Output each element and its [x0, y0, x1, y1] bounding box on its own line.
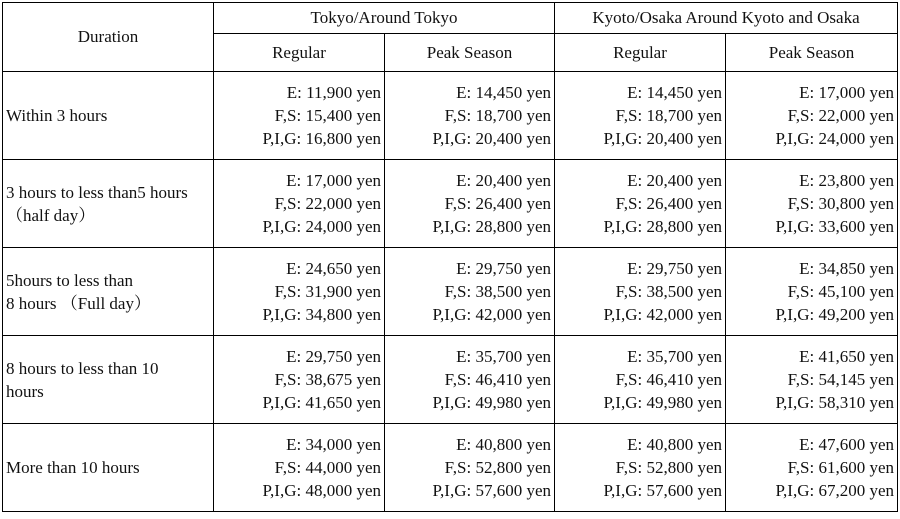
- price-pig: P,I,G: 24,000 yen: [262, 217, 381, 236]
- price-fs: F,S: 26,400 yen: [615, 194, 722, 213]
- price-fs: F,S: 52,800 yen: [615, 458, 722, 477]
- price-fs: F,S: 46,410 yen: [444, 370, 551, 389]
- duration-cell: [3, 72, 214, 160]
- price-fs: F,S: 61,600 yen: [787, 458, 894, 477]
- price-e: E: 29,750 yen: [286, 347, 381, 366]
- price-e: E: 29,750 yen: [627, 259, 722, 278]
- price-pig: P,I,G: 42,000 yen: [603, 305, 722, 324]
- price-e: E: 24,650 yen: [286, 259, 381, 278]
- price-fs: F,S: 15,400 yen: [274, 106, 381, 125]
- price-cell: [214, 160, 385, 248]
- price-fs: F,S: 46,410 yen: [615, 370, 722, 389]
- price-fs: F,S: 54,145 yen: [787, 370, 894, 389]
- price-cell: [726, 248, 898, 336]
- kyoto-regular-header: Regular: [555, 34, 726, 72]
- price-fs: F,S: 30,800 yen: [787, 194, 894, 213]
- duration-line: More than 10 hours: [6, 458, 140, 477]
- price-cell: [555, 248, 726, 336]
- duration-line: 5hours to less than: [6, 270, 134, 290]
- price-fs: F,S: 22,000 yen: [787, 106, 894, 125]
- price-e: E: 47,600 yen: [799, 435, 894, 454]
- duration-line: 3 hours to less than5 hours: [6, 182, 188, 202]
- kyoto-osaka-group-header: Kyoto/Osaka Around Kyoto and Osaka: [555, 3, 898, 34]
- price-cell: [555, 336, 726, 424]
- duration-line: Within 3 hours: [6, 106, 108, 125]
- duration-line: （half day）: [6, 205, 96, 225]
- price-e: E: 40,800 yen: [627, 435, 722, 454]
- price-cell: [555, 424, 726, 512]
- price-e: E: 11,900 yen: [286, 83, 381, 102]
- price-fs: F,S: 38,500 yen: [444, 282, 551, 301]
- price-pig: P,I,G: 48,000 yen: [262, 481, 381, 500]
- price-e: E: 34,000 yen: [286, 435, 381, 454]
- table-row: [3, 248, 898, 336]
- table-row: [3, 72, 898, 160]
- tokyo-peak-header: Peak Season: [385, 34, 555, 72]
- price-e: E: 34,850 yen: [799, 259, 894, 278]
- price-e: E: 40,800 yen: [456, 435, 551, 454]
- price-pig: P,I,G: 57,600 yen: [603, 481, 722, 500]
- price-cell: [385, 248, 555, 336]
- price-cell: [555, 160, 726, 248]
- price-cell: [385, 424, 555, 512]
- price-cell: [385, 336, 555, 424]
- price-e: E: 23,800 yen: [799, 171, 894, 190]
- price-fs: F,S: 26,400 yen: [444, 194, 551, 213]
- price-pig: P,I,G: 24,000 yen: [775, 129, 894, 148]
- price-cell: [555, 72, 726, 160]
- price-pig: P,I,G: 49,980 yen: [603, 393, 722, 412]
- price-pig: P,I,G: 20,400 yen: [432, 129, 551, 148]
- duration-header: Duration: [3, 3, 214, 72]
- price-cell: [214, 424, 385, 512]
- kyoto-peak-header: Peak Season: [726, 34, 898, 72]
- price-pig: P,I,G: 49,980 yen: [432, 393, 551, 412]
- price-fs: F,S: 31,900 yen: [274, 282, 381, 301]
- price-pig: P,I,G: 20,400 yen: [603, 129, 722, 148]
- price-e: E: 14,450 yen: [627, 83, 722, 102]
- group-header-row: [3, 3, 898, 34]
- duration-cell: [3, 248, 214, 336]
- duration-line: hours: [6, 381, 44, 401]
- price-e: E: 35,700 yen: [627, 347, 722, 366]
- price-e: E: 29,750 yen: [456, 259, 551, 278]
- price-fs: F,S: 18,700 yen: [444, 106, 551, 125]
- price-pig: P,I,G: 42,000 yen: [432, 305, 551, 324]
- price-e: E: 14,450 yen: [456, 83, 551, 102]
- duration-cell: [3, 336, 214, 424]
- tokyo-regular-header: Regular: [214, 34, 385, 72]
- price-fs: F,S: 38,500 yen: [615, 282, 722, 301]
- price-pig: P,I,G: 57,600 yen: [432, 481, 551, 500]
- price-fs: F,S: 38,675 yen: [274, 370, 381, 389]
- duration-line: 8 hours （Full day）: [6, 293, 151, 313]
- price-pig: P,I,G: 67,200 yen: [775, 481, 894, 500]
- price-pig: P,I,G: 49,200 yen: [775, 305, 894, 324]
- price-pig: P,I,G: 28,800 yen: [603, 217, 722, 236]
- price-e: E: 20,400 yen: [456, 171, 551, 190]
- price-pig: P,I,G: 41,650 yen: [262, 393, 381, 412]
- price-e: E: 20,400 yen: [627, 171, 722, 190]
- price-cell: [214, 72, 385, 160]
- price-pig: P,I,G: 33,600 yen: [775, 217, 894, 236]
- price-fs: F,S: 52,800 yen: [444, 458, 551, 477]
- price-fs: F,S: 45,100 yen: [787, 282, 894, 301]
- price-e: E: 17,000 yen: [286, 171, 381, 190]
- duration-line: 8 hours to less than 10: [6, 358, 159, 378]
- price-cell: [214, 248, 385, 336]
- duration-cell: [3, 160, 214, 248]
- table-row: [3, 160, 898, 248]
- price-pig: P,I,G: 58,310 yen: [775, 393, 894, 412]
- price-cell: [726, 424, 898, 512]
- price-cell: [214, 336, 385, 424]
- price-e: E: 41,650 yen: [799, 347, 894, 366]
- price-e: E: 35,700 yen: [456, 347, 551, 366]
- price-pig: P,I,G: 28,800 yen: [432, 217, 551, 236]
- price-cell: [726, 72, 898, 160]
- price-cell: [726, 336, 898, 424]
- price-e: E: 17,000 yen: [799, 83, 894, 102]
- price-pig: P,I,G: 34,800 yen: [262, 305, 381, 324]
- price-fs: F,S: 22,000 yen: [274, 194, 381, 213]
- price-cell: [385, 160, 555, 248]
- price-cell: [385, 72, 555, 160]
- duration-cell: [3, 424, 214, 512]
- price-cell: [726, 160, 898, 248]
- price-pig: P,I,G: 16,800 yen: [262, 129, 381, 148]
- table-row: [3, 336, 898, 424]
- tokyo-group-header: Tokyo/Around Tokyo: [214, 3, 555, 34]
- rate-table: [2, 2, 898, 512]
- price-fs: F,S: 18,700 yen: [615, 106, 722, 125]
- price-fs: F,S: 44,000 yen: [274, 458, 381, 477]
- table-row: [3, 424, 898, 512]
